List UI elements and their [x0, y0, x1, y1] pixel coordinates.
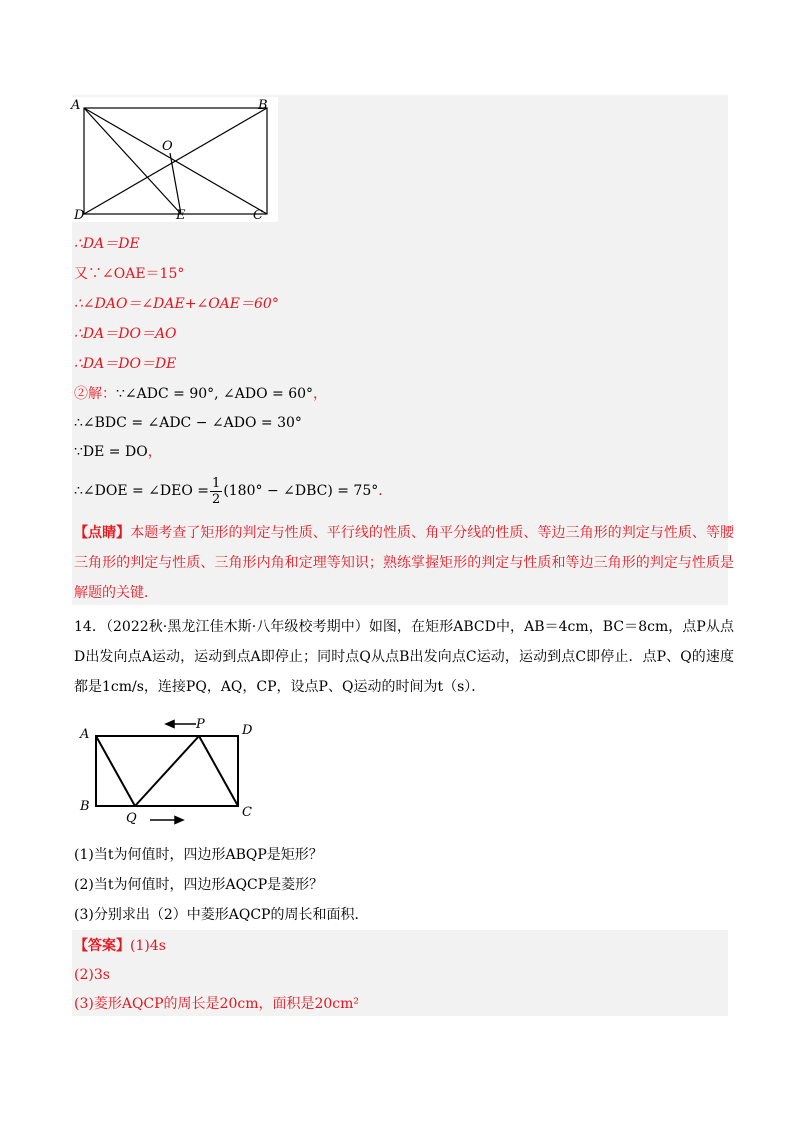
label-e: E — [176, 208, 186, 222]
comment-tag: 【点睛】 — [74, 525, 131, 541]
label-b: B — [258, 98, 268, 113]
solution-line-8 — [74, 442, 162, 462]
punct-3: ． — [378, 483, 393, 499]
punct-2: ， — [147, 444, 162, 460]
punct-1: ， — [313, 386, 328, 402]
figure-rectangle-abcd-1 — [68, 97, 278, 222]
formula-doe-right: (180° − ∠DBC) = 75° — [223, 483, 379, 499]
fraction-half — [210, 476, 222, 507]
solution-line-1: ∴DA＝DE — [74, 236, 140, 252]
formula-bdc: ∴∠BDC = ∠ADC − ∠ADO = 30° — [74, 415, 302, 431]
label-o: O — [162, 139, 173, 154]
comment-text: 本题考查了矩形的判定与性质、平行线的性质、角平分线的性质、等边三角形的判定与性质、等腰三角形的判定与性质、三角形内角和定理等知识；熟练掌握矩形的判定与性质和等边三角形的判定与性质是解题的关键． — [74, 525, 735, 601]
solution-line-2: 又∵∠OAE＝15° — [74, 266, 185, 282]
solution-line-5: ∴DA＝DO＝DE — [74, 356, 177, 372]
label-a2: A — [80, 727, 90, 742]
question-2: (2)当t为何值时，四边形AQCP是菱形？ — [74, 877, 324, 893]
fraction-denominator: 2 — [212, 491, 221, 507]
answer-3: (3)菱形AQCP的周长是20cm，面积是20cm² — [74, 996, 360, 1012]
label-c2: C — [242, 805, 252, 820]
comment-paragraph — [74, 518, 734, 608]
label-b2: B — [80, 799, 90, 814]
label-p: P — [196, 717, 205, 732]
solution-line-6 — [74, 384, 327, 404]
label-d2: D — [242, 723, 253, 738]
answer-1: (1)4s — [130, 938, 166, 954]
part2-label: ②解： — [74, 386, 116, 402]
solution-line-9 — [74, 474, 392, 508]
question-3: (3)分别求出（2）中菱形AQCP的周长和面积． — [74, 907, 369, 923]
label-c: C — [253, 208, 263, 222]
answer-line-1 — [74, 936, 166, 956]
problem-14-text: 14．（2022秋·黑龙江佳木斯·八年级校考期中）如图，在矩形ABCD中，AB＝4cm，BC＝8cm，点P从点D出发向点A运动，运动到点A即停止；同时点Q从点B出发向点C运动，运动到点C即停止．点P、Q的速度都是1cm/s，连接PQ，AQ，CP，设点P、Q运动的时间为t（s）． — [74, 619, 734, 695]
label-a: A — [71, 98, 81, 113]
answer-tag: 【答案】 — [74, 938, 130, 954]
solution-line-3: ∴∠DAO＝∠DAE+∠OAE＝60° — [74, 296, 279, 312]
formula-doe-left: ∴∠DOE = ∠DEO = — [74, 483, 210, 499]
label-d: D — [74, 208, 85, 222]
formula-adc-ado: ∵∠ADC = 90°, ∠ADO = 60° — [116, 386, 314, 402]
answer-2: (2)3s — [74, 967, 110, 983]
fraction-numerator: 1 — [212, 475, 221, 491]
figure-rectangle-abcd-2 — [72, 712, 272, 832]
question-1: (1)当t为何值时，四边形ABQP是矩形？ — [74, 847, 323, 863]
label-q: Q — [126, 811, 137, 826]
formula-de-do: ∵DE = DO — [74, 444, 148, 460]
solution-line-4: ∴DA＝DO＝AO — [74, 326, 177, 342]
